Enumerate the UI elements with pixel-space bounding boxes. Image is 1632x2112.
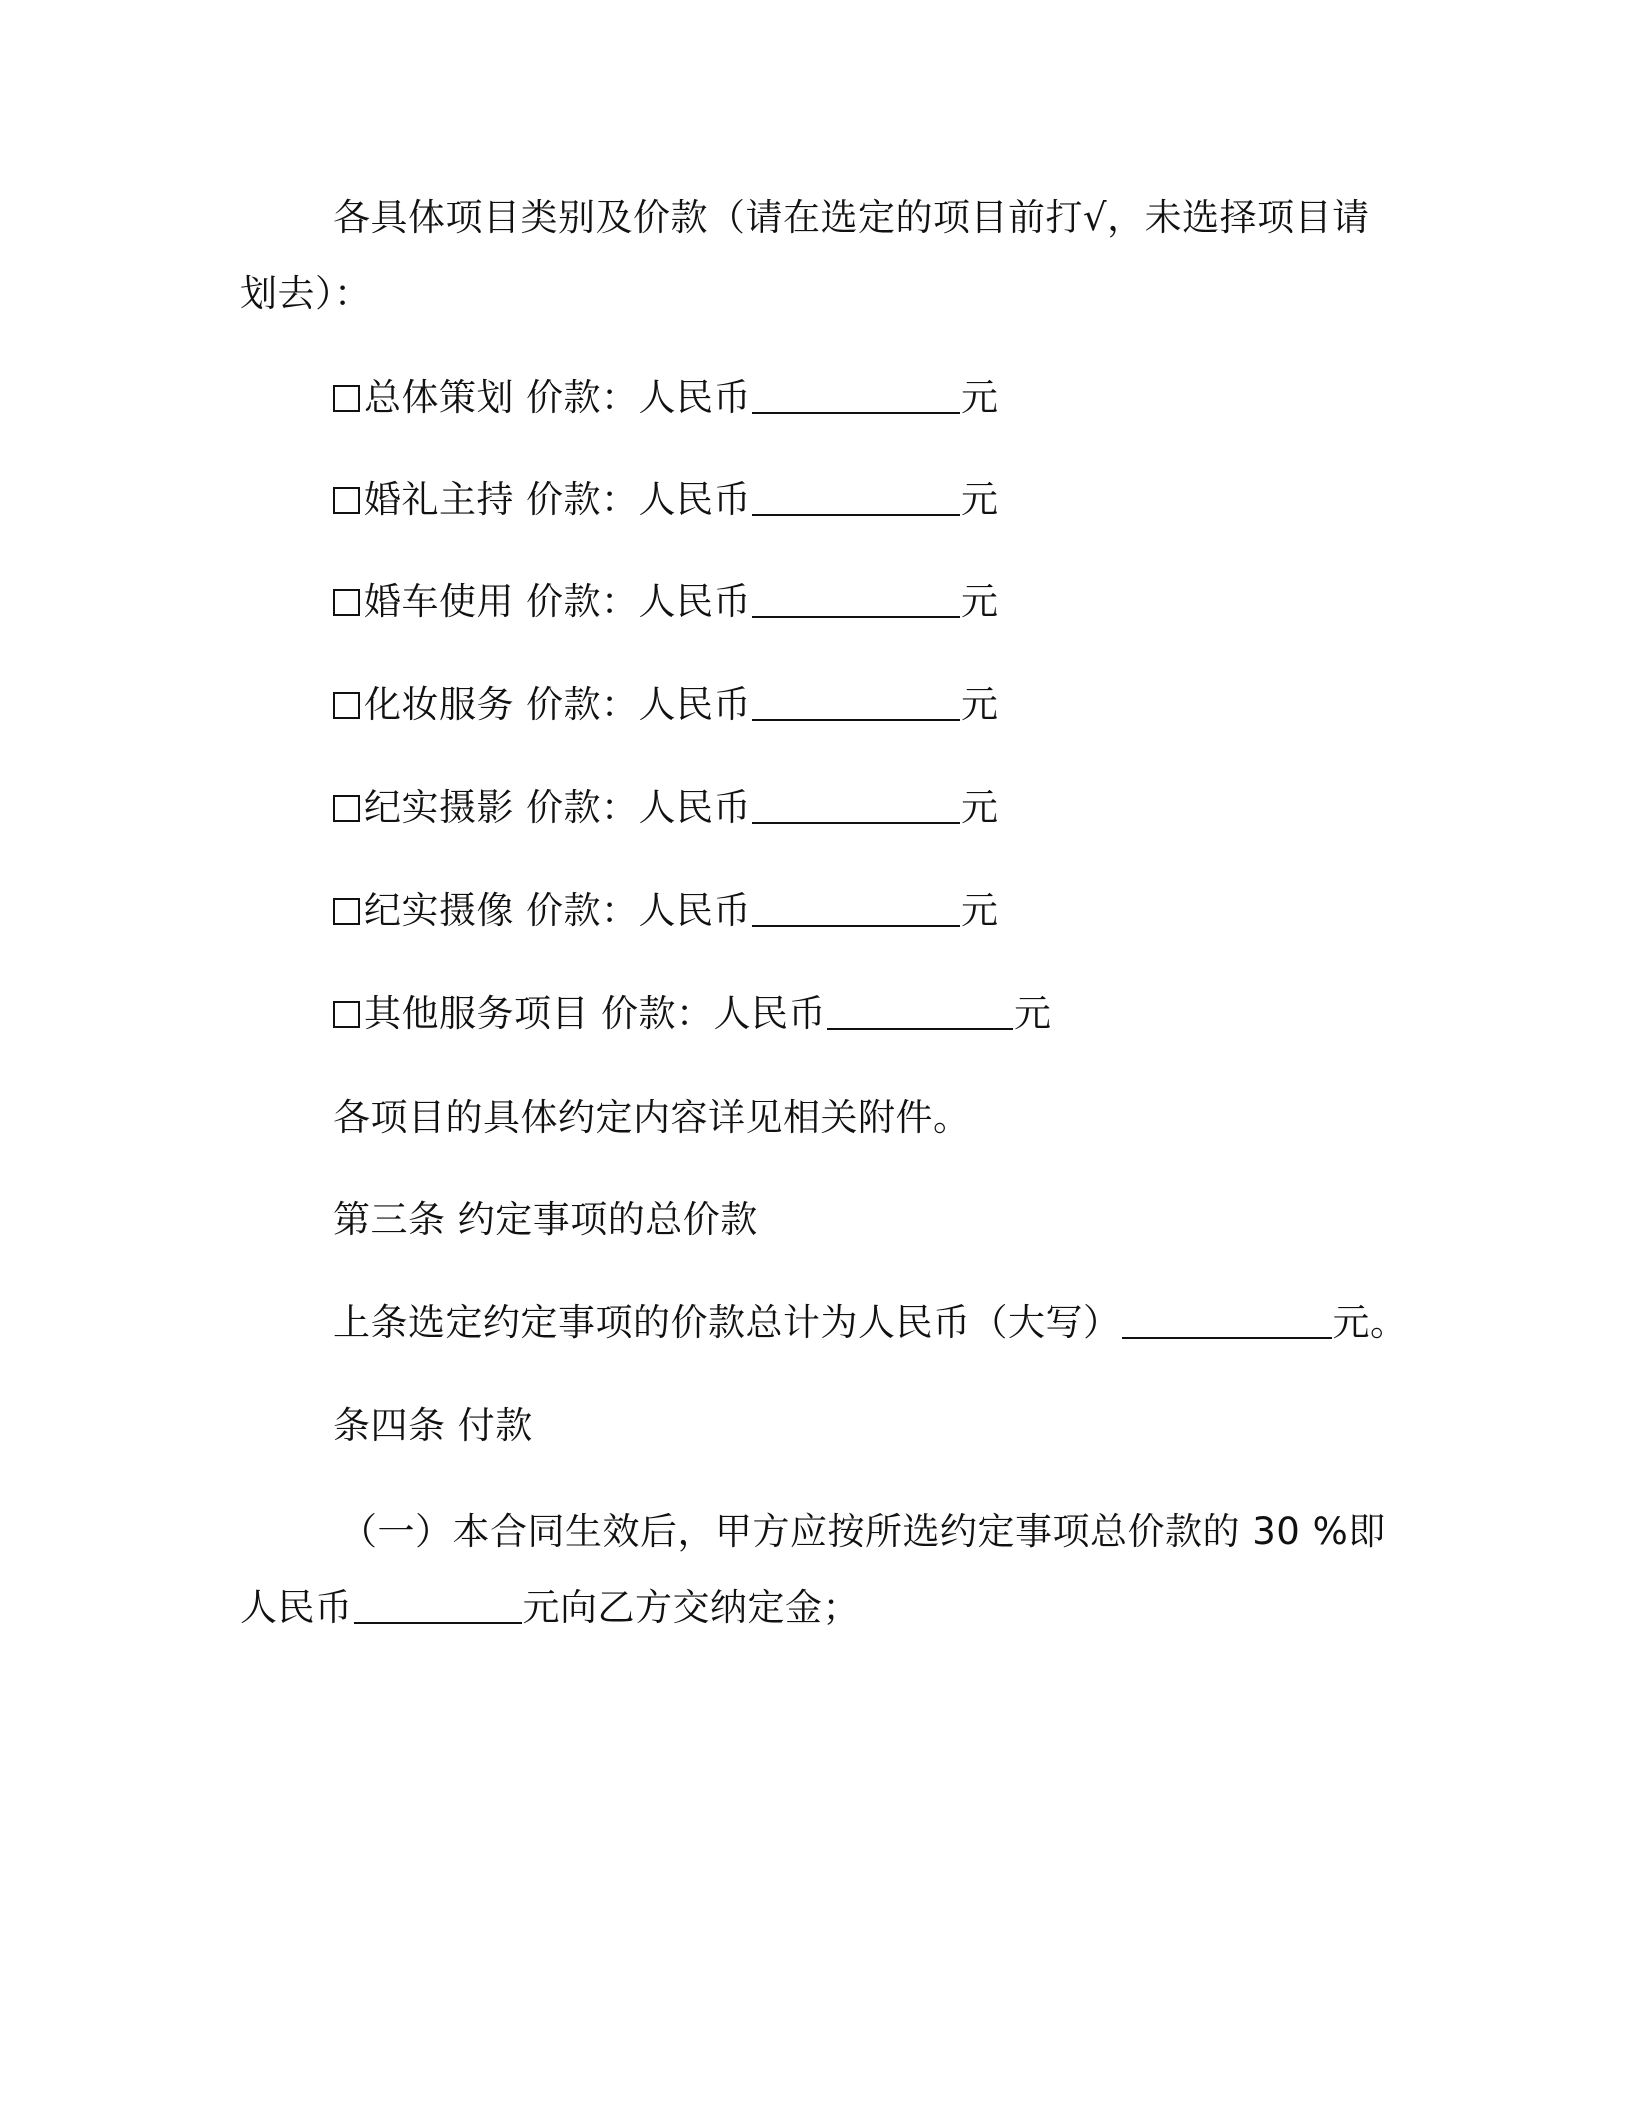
checkbox-photography[interactable] — [333, 795, 360, 822]
checkbox-other-services[interactable] — [333, 1001, 360, 1028]
checkbox-videography[interactable] — [333, 898, 360, 925]
item-unit: 元 — [961, 683, 999, 726]
article-4-heading: 条四条 付款 — [333, 1404, 533, 1447]
item-name: 化妆服务 — [364, 683, 514, 726]
total-text-after: 元。 — [1332, 1301, 1408, 1344]
item-row — [333, 374, 999, 422]
deposit-text-before: 人民币 — [240, 1586, 353, 1629]
price-blank[interactable] — [752, 378, 960, 414]
item-price-label: 价款：人民币 — [526, 376, 751, 419]
item-row — [333, 681, 999, 729]
attachment-note: 各项目的具体约定内容详见相关附件。 — [333, 1096, 971, 1139]
item-name: 纪实摄影 — [364, 786, 514, 829]
checkbox-makeup-service[interactable] — [333, 692, 360, 719]
item-name: 总体策划 — [364, 376, 514, 419]
intro-line-2: 划去）： — [240, 272, 372, 315]
item-price-label: 价款：人民币 — [526, 889, 751, 932]
intro-line-1: 各具体项目类别及价款（请在选定的项目前打√，未选择项目请 — [333, 196, 1370, 239]
price-blank[interactable] — [752, 788, 960, 824]
item-unit: 元 — [961, 376, 999, 419]
item-unit: 元 — [1014, 992, 1052, 1035]
item-row — [333, 784, 999, 832]
checkbox-wedding-host[interactable] — [333, 487, 360, 514]
article-3-text — [333, 1299, 1408, 1347]
deposit-text-after: 元向乙方交纳定金； — [522, 1586, 860, 1629]
item-row — [333, 476, 999, 524]
clause-1-line-2 — [240, 1584, 860, 1632]
item-name: 婚车使用 — [364, 580, 514, 623]
item-unit: 元 — [961, 786, 999, 829]
item-price-label: 价款：人民币 — [526, 580, 751, 623]
item-row — [333, 990, 1052, 1038]
item-name: 纪实摄像 — [364, 889, 514, 932]
total-text-before: 上条选定约定事项的价款总计为人民币（大写） — [333, 1301, 1121, 1344]
item-price-label: 价款：人民币 — [526, 683, 751, 726]
price-blank[interactable] — [752, 480, 960, 516]
item-row — [333, 578, 999, 626]
item-name: 婚礼主持 — [364, 478, 514, 521]
item-price-label: 价款：人民币 — [526, 478, 751, 521]
total-price-blank[interactable] — [1122, 1303, 1332, 1339]
item-price-label: 价款：人民币 — [526, 786, 751, 829]
item-price-label: 价款：人民币 — [601, 992, 826, 1035]
price-blank[interactable] — [752, 582, 960, 618]
article-3-heading: 第三条 约定事项的总价款 — [333, 1198, 758, 1241]
item-unit: 元 — [961, 580, 999, 623]
price-blank[interactable] — [752, 685, 960, 721]
price-blank[interactable] — [827, 994, 1013, 1030]
checkbox-total-planning[interactable] — [333, 385, 360, 412]
item-name: 其他服务项目 — [364, 992, 589, 1035]
clause-1-line-1: （一）本合同生效后，甲方应按所选约定事项总价款的 30 %即 — [340, 1510, 1386, 1553]
checkbox-wedding-car[interactable] — [333, 589, 360, 616]
price-blank[interactable] — [752, 891, 960, 927]
deposit-blank[interactable] — [354, 1588, 522, 1624]
item-unit: 元 — [961, 889, 999, 932]
item-unit: 元 — [961, 478, 999, 521]
item-row — [333, 887, 999, 935]
